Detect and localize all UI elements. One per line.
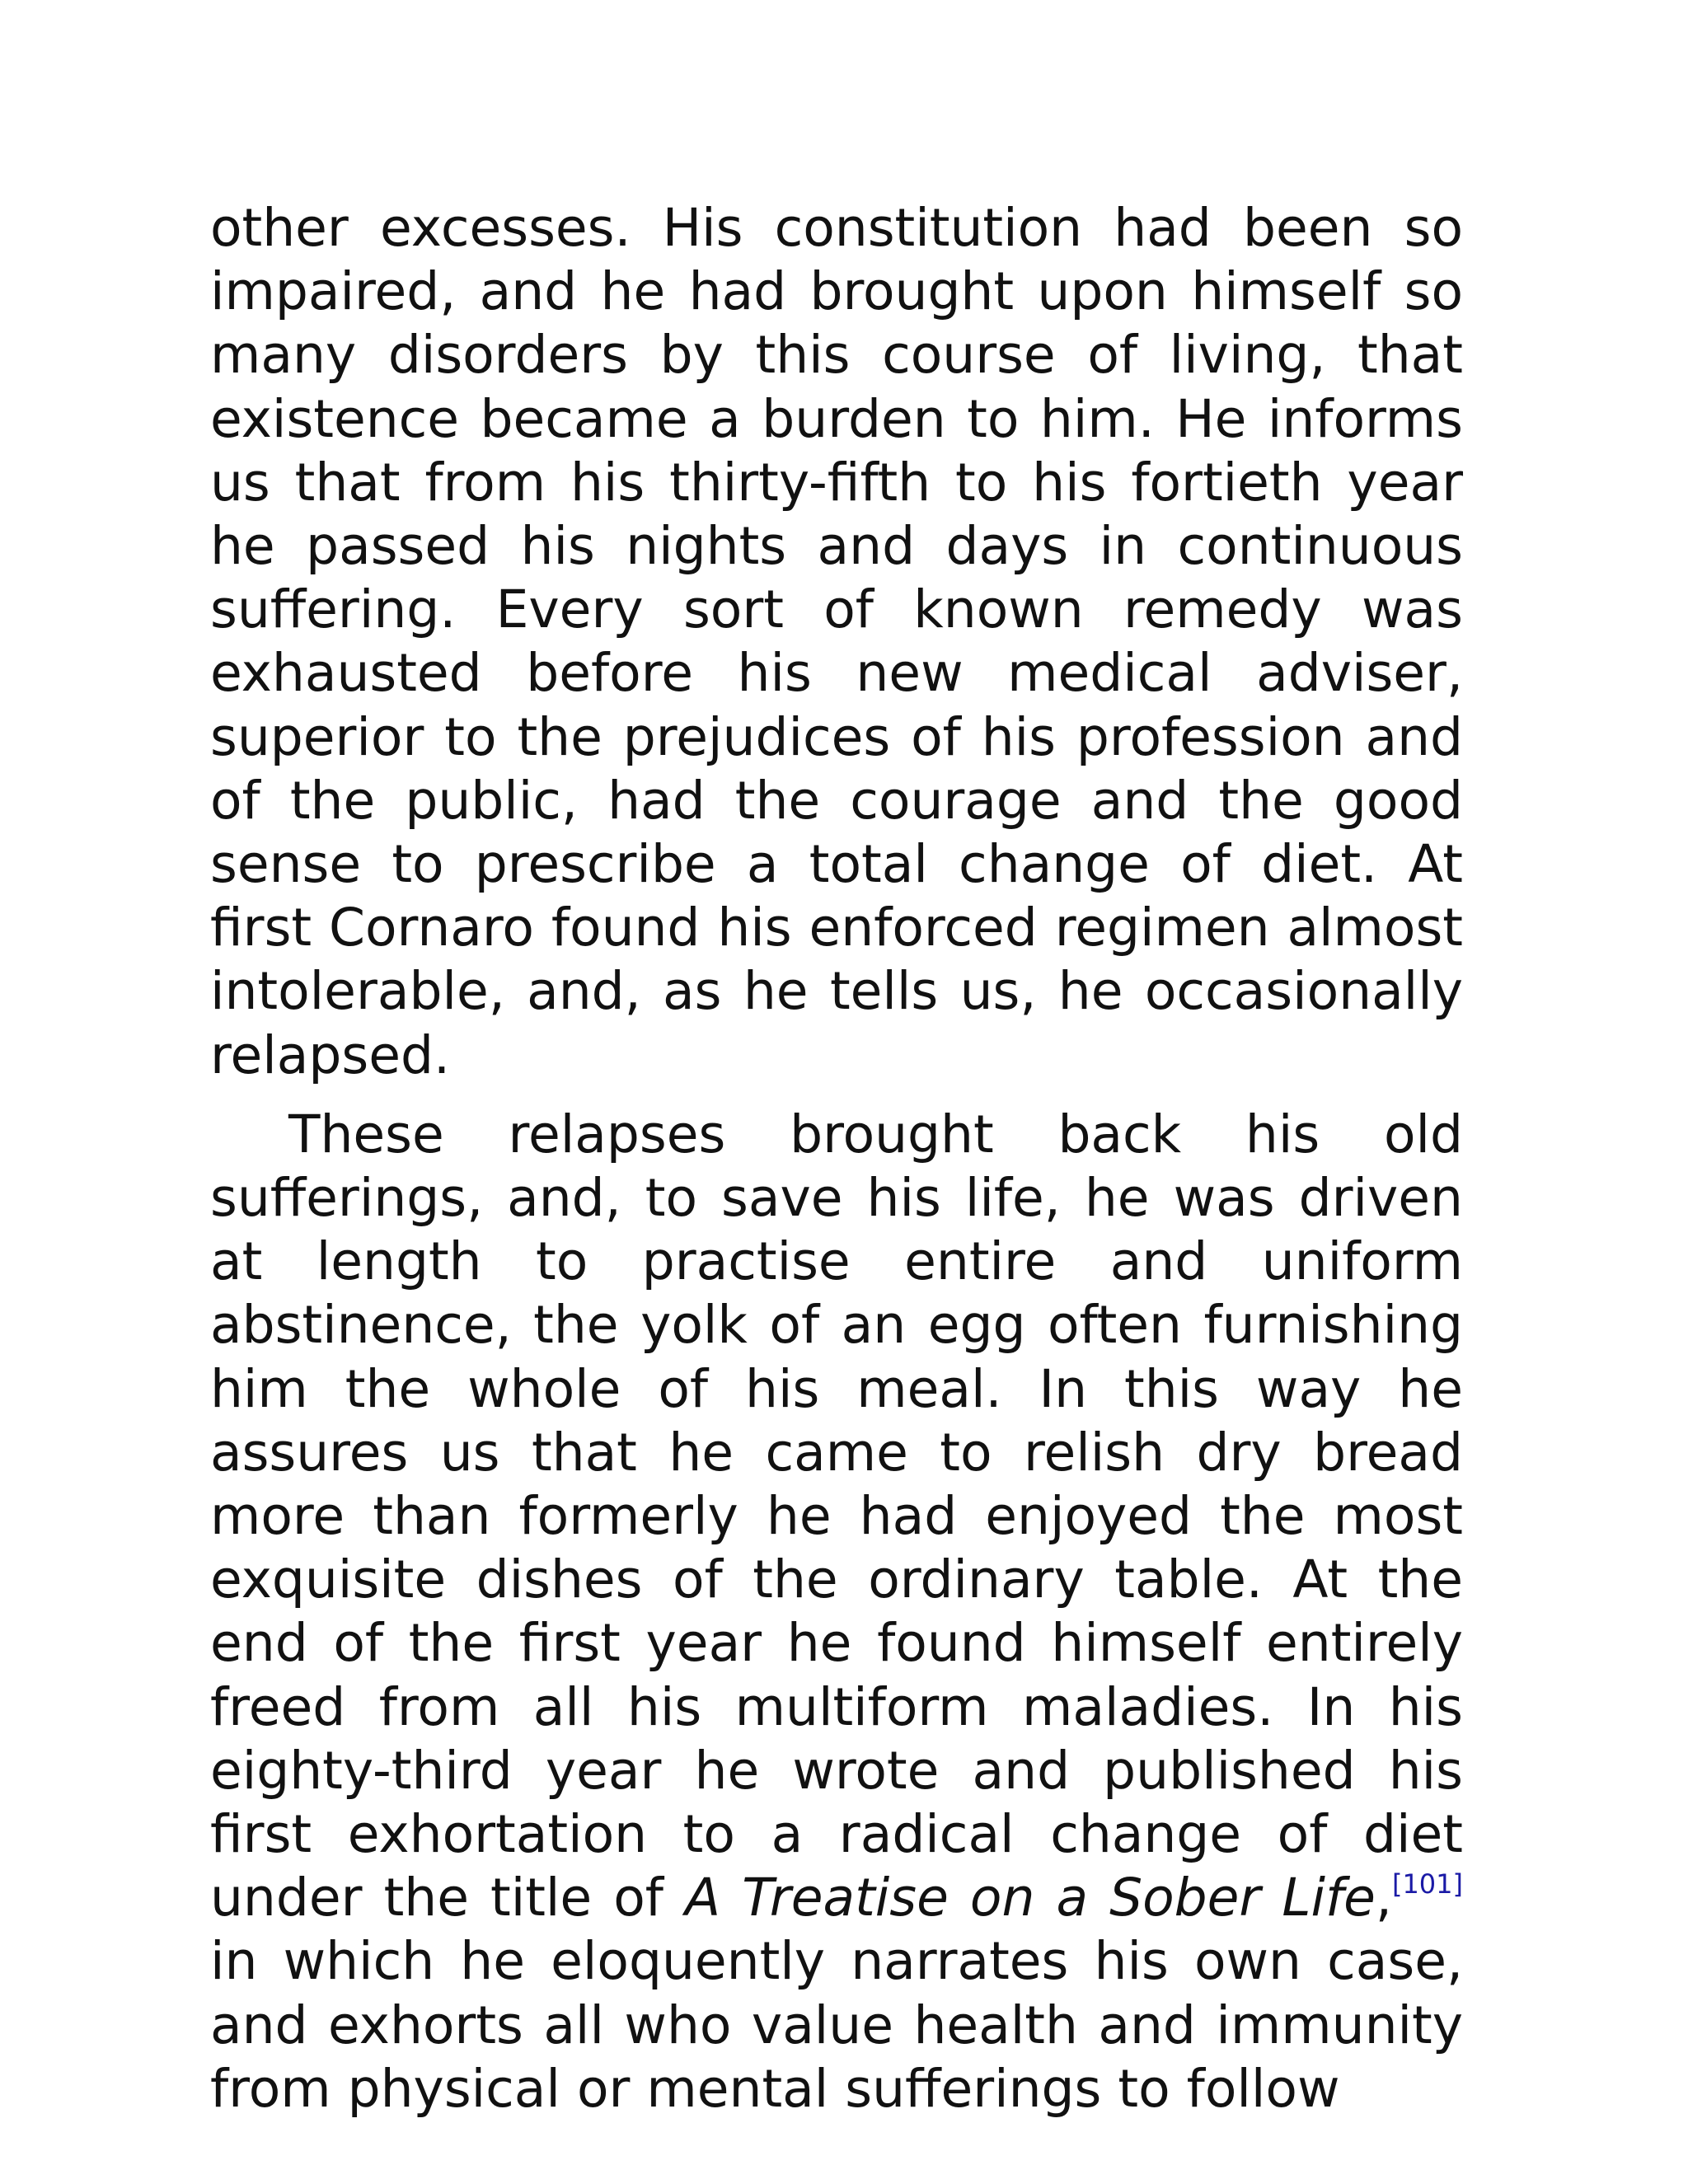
paragraph-1: other excesses. His constitution had been so impaired, and he had brought upon himself so many disorders by this course of living, that existence became a burden to him. He informs us that from his thirty-fifth to his fortieth year he passed his nights and days in continuous suffering. Every sort of known remedy was exhausted before his new medical adviser, superior to the prejudices of his profession and of the public, had the courage and the good sense to prescribe a total change of diet. At first Cornaro found his enforced regimen almost intolerable, and, as he tells us, he occasionally relapsed. [210, 198, 1463, 1085]
book-title: A Treatise on a Sober Life [685, 1868, 1376, 1929]
paragraph-2-continuation: in which he eloquently narrates his own case, and exhorts all who value health and immunity from physical or mental sufferings to follow [210, 1931, 1463, 2119]
paragraph-2 [210, 1103, 1463, 2121]
paragraph-2-text: These relapses brought back his old sufferings, and, to save his life, he was driven at length to practise entire and uniform abstinence, the yolk of an egg often furnishing him the whole of his meal. In this way he assures us that he came to relish dry bread more than formerly he had enjoyed the most exquisite dishes of the ordinary table. At the end of the first year he found himself entirely freed from all his multiform maladies. In his eighty-third year he wrote and published his first exhortation to a radical change of diet under the title of [210, 1104, 1463, 1929]
title-comma: , [1375, 1868, 1392, 1929]
footnote-link-101[interactable]: [101] [1391, 1868, 1463, 1900]
page-body [210, 196, 1463, 2121]
